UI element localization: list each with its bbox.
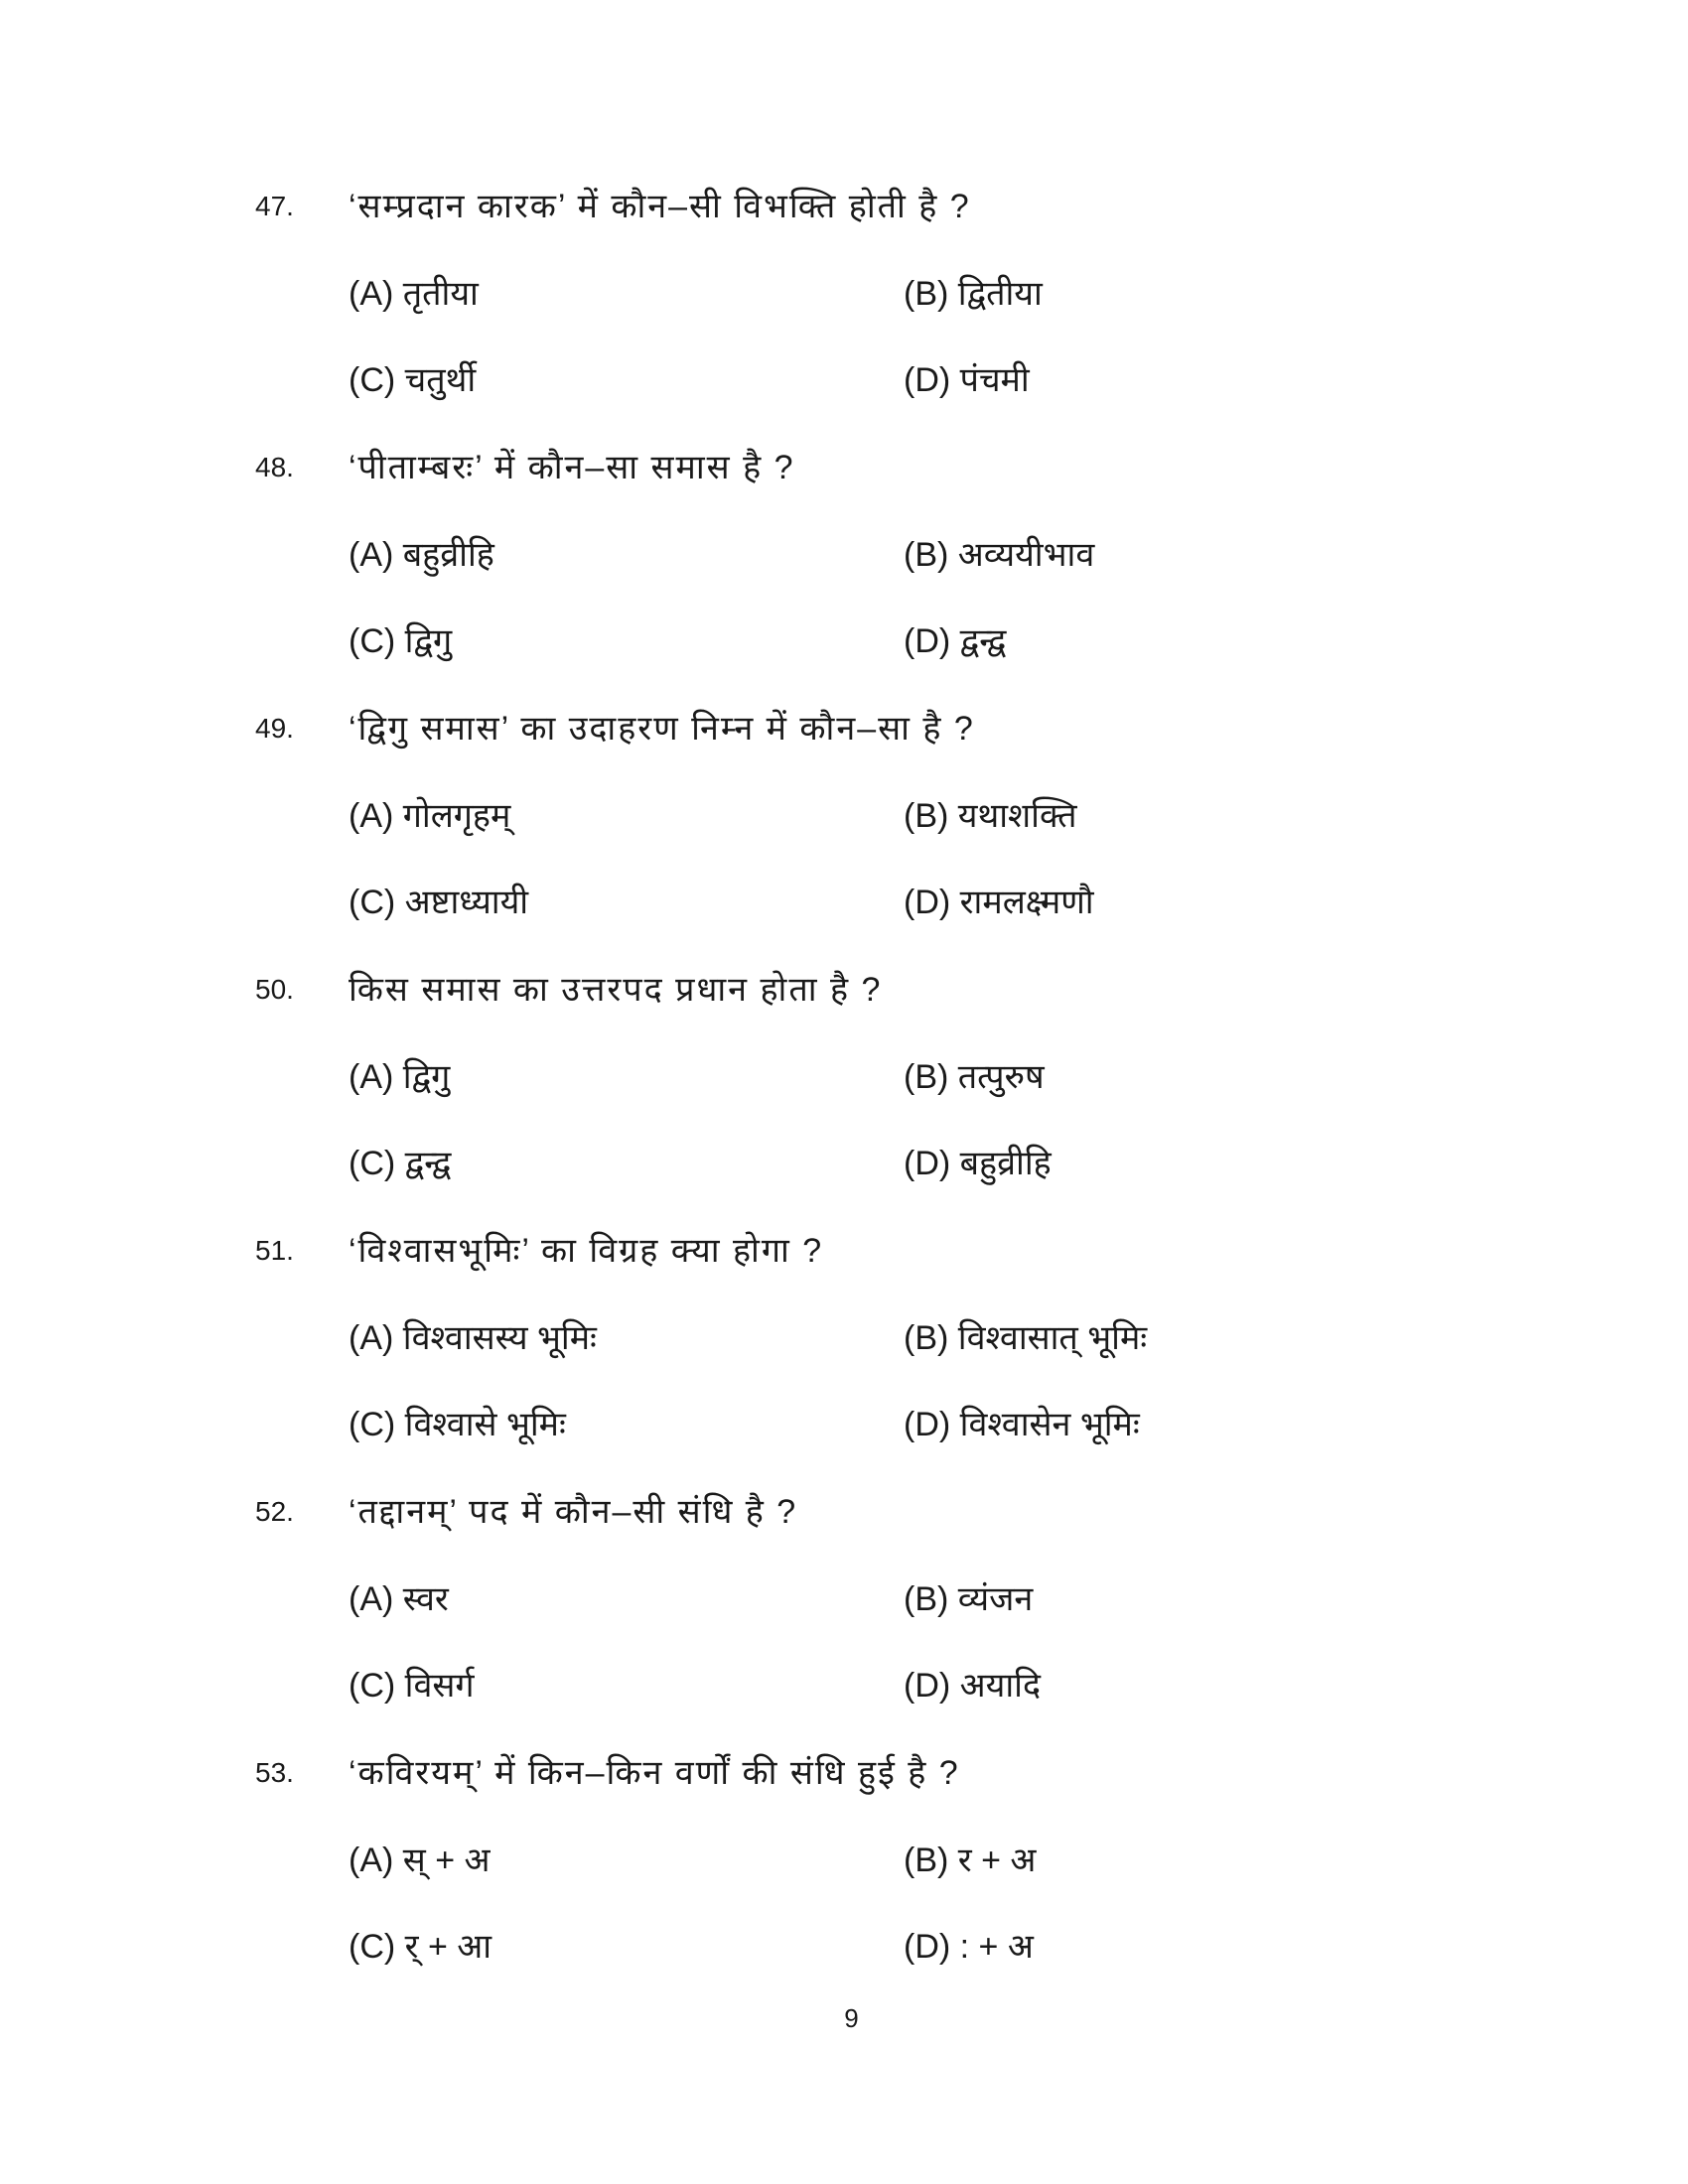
option-a: (A) द्विगु: [349, 1058, 451, 1096]
question-number: 48.: [255, 452, 294, 482]
option-a: (A) स्वर: [349, 1580, 449, 1618]
question-text: ‘द्विगु समास’ का उदाहरण निम्न में कौन–सा है ?: [349, 710, 975, 748]
option-b: (B) अव्ययीभाव: [904, 536, 1095, 574]
question-number: 53.: [255, 1757, 294, 1788]
option-a: (A) बहुव्रीहि: [349, 536, 494, 574]
options-row: [0, 1136, 1688, 1191]
options-row: [0, 1571, 1688, 1627]
question-number: 52.: [255, 1496, 294, 1527]
option-a: (A) तृतीया: [349, 275, 479, 313]
question-number: 49.: [255, 713, 294, 744]
option-b: (B) र + अ: [904, 1842, 1037, 1879]
options-row: [0, 875, 1688, 930]
option-c: (C) र् + आ: [349, 1928, 492, 1966]
options-row: [0, 1049, 1688, 1105]
question-text: ‘पीताम्बरः’ में कौन–सा समास है ?: [349, 449, 795, 486]
question-block: [0, 440, 1688, 678]
option-b: (B) विश्वासात् भूमिः: [904, 1319, 1148, 1357]
option-a: (A) स् + अ: [349, 1842, 491, 1879]
question-block: [0, 962, 1688, 1200]
question-text: ‘कविरयम्’ में किन–किन वर्णों की संधि हुई है ?: [349, 1754, 960, 1792]
question-block: [0, 1223, 1688, 1461]
page-number: 9: [844, 2003, 859, 2033]
question-text: ‘विश्वासभूमिः’ का विग्रह क्या होगा ?: [349, 1232, 824, 1270]
option-d: (D) रामलक्ष्मणौ: [904, 884, 1094, 921]
question-row: [0, 1484, 1688, 1540]
question-row: [0, 179, 1688, 234]
option-b: (B) व्यंजन: [904, 1580, 1034, 1618]
option-d: (D) बहुव्रीहि: [904, 1145, 1052, 1182]
question-block: [0, 179, 1688, 417]
option-c: (C) द्वन्द्व: [349, 1145, 452, 1182]
option-c: (C) विश्वासे भूमिः: [349, 1406, 566, 1443]
question-row: [0, 1745, 1688, 1801]
option-c: (C) द्विगु: [349, 622, 453, 660]
option-b: (B) द्वितीया: [904, 275, 1043, 313]
options-row: [0, 1833, 1688, 1888]
question-block: [0, 1484, 1688, 1722]
option-a: (A) विश्वासस्य भूमिः: [349, 1319, 597, 1357]
question-text: किस समास का उत्तरपद प्रधान होता है ?: [349, 971, 883, 1009]
options-row: [0, 1310, 1688, 1366]
question-number: 51.: [255, 1235, 294, 1266]
options-row: [0, 527, 1688, 583]
question-block: [0, 701, 1688, 939]
option-d: (D) पंचमी: [904, 361, 1030, 399]
option-d: (D) द्वन्द्व: [904, 622, 1007, 660]
question-number: 47.: [255, 191, 294, 221]
options-row: [0, 1919, 1688, 1975]
question-block: [0, 1745, 1688, 1983]
options-row: [0, 1397, 1688, 1452]
option-a: (A) गोलगृहम्: [349, 797, 511, 835]
question-text: ‘सम्प्रदान कारक’ में कौन–सी विभक्ति होती है ?: [349, 188, 971, 225]
option-c: (C) चतुर्थी: [349, 361, 477, 399]
option-d: (D) : + अ: [904, 1928, 1034, 1966]
options-row: [0, 788, 1688, 844]
options-row: [0, 266, 1688, 322]
option-c: (C) विसर्ग: [349, 1667, 475, 1705]
question-row: [0, 440, 1688, 495]
option-c: (C) अष्टाध्यायी: [349, 884, 529, 921]
question-number: 50.: [255, 974, 294, 1005]
question-row: [0, 701, 1688, 756]
question-text: ‘तद्दानम्’ पद में कौन–सी संधि है ?: [349, 1493, 798, 1531]
option-b: (B) यथाशक्ति: [904, 797, 1077, 835]
options-row: [0, 1658, 1688, 1713]
options-row: [0, 614, 1688, 669]
option-b: (B) तत्पुरुष: [904, 1058, 1045, 1096]
option-d: (D) अयादि: [904, 1667, 1042, 1705]
options-row: [0, 352, 1688, 408]
option-d: (D) विश्वासेन भूमिः: [904, 1406, 1140, 1443]
question-row: [0, 1223, 1688, 1279]
question-row: [0, 962, 1688, 1018]
